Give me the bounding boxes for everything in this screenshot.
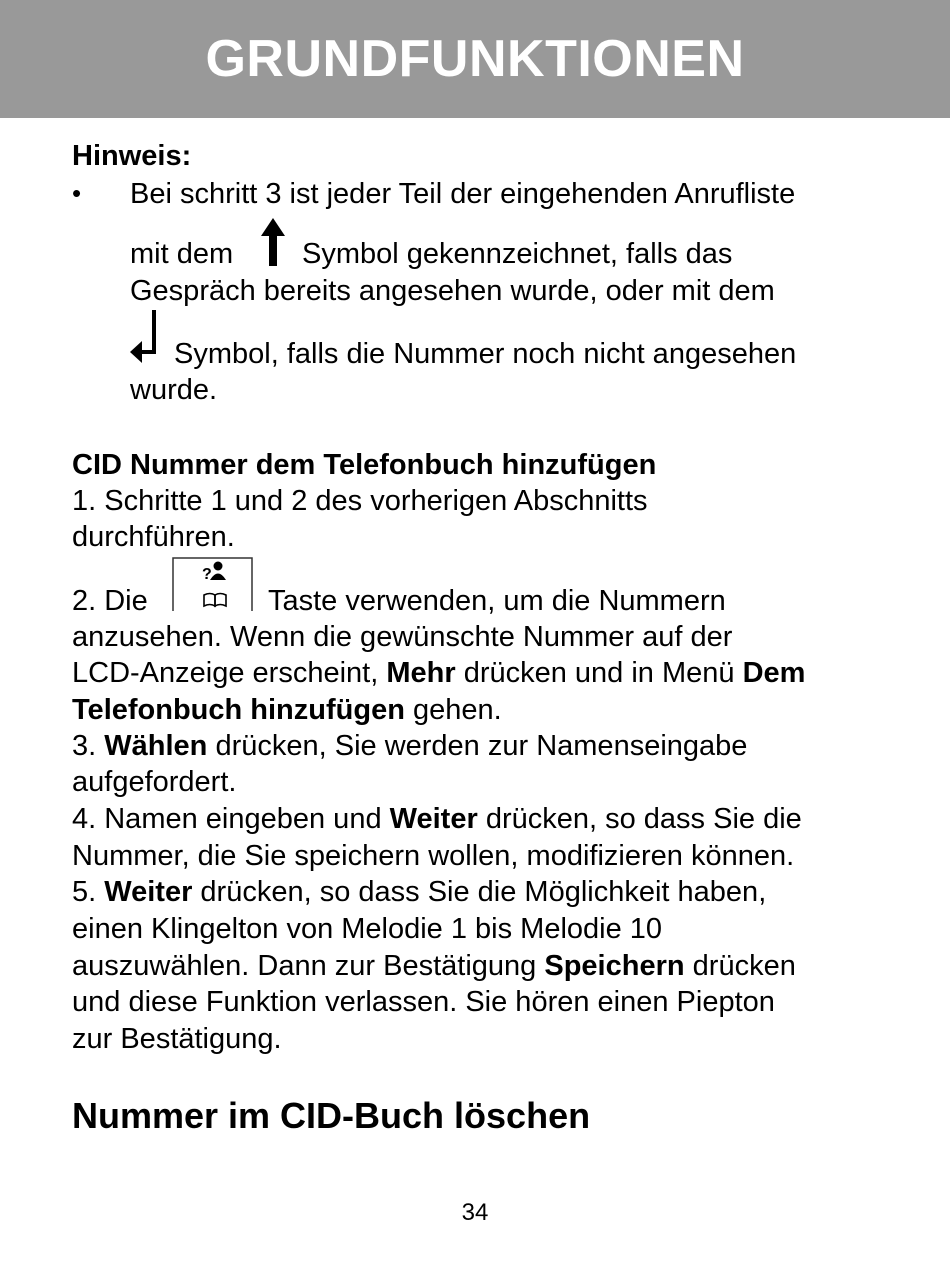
note-line-1: Bei schritt 3 ist jeder Teil der eingehenden Anrufliste <box>130 178 796 210</box>
step-5-line-1: 5. Weiter drücken, so dass Sie die Möglichkeit haben, <box>72 876 767 908</box>
key-glyph: ? <box>202 566 212 583</box>
step-4-line-1: 4. Namen eingeben und Weiter drücken, so dass Sie die <box>72 803 802 835</box>
note-line-3: Gespräch bereits angesehen wurde, oder mit dem <box>130 275 775 307</box>
step-5-line-3: auszuwählen. Dann zur Bestätigung Speichern drücken <box>72 950 796 982</box>
step-5-line-5: zur Bestätigung. <box>72 1023 282 1055</box>
note-line-5: wurde. <box>130 374 218 406</box>
note-line-2b: Symbol gekennzeichnet, falls das <box>302 238 733 270</box>
note-line-2a: mit dem <box>130 238 234 270</box>
step-5-line-4: und diese Funktion verlassen. Sie hören einen Piepton <box>72 986 775 1018</box>
step-2-line-4: Telefonbuch hinzufügen gehen. <box>72 694 502 726</box>
step-2-line-3: LCD-Anzeige erscheint, Mehr drücken und in Menü Dem <box>72 657 806 689</box>
step-2-line-2: anzusehen. Wenn die gewünschte Nummer auf der <box>72 621 733 653</box>
step-5-line-2: einen Klingelton von Melodie 1 bis Melodie 10 <box>72 913 663 945</box>
arrow-up-icon <box>258 216 288 268</box>
note-line-4: Symbol, falls die Nummer noch nicht angesehen <box>174 338 797 370</box>
page-number: 34 <box>461 1199 489 1226</box>
step-4-line-2: Nummer, die Sie speichern wollen, modifizieren können. <box>72 840 795 872</box>
step-3-line-1: 3. Wählen drücken, Sie werden zur Namenseingabe <box>72 730 748 762</box>
step-1-line-2: durchführen. <box>72 521 235 553</box>
phonebook-key-icon <box>168 555 256 613</box>
step-1-line-1: 1. Schritte 1 und 2 des vorherigen Abschnitts <box>72 485 648 517</box>
page-header <box>0 0 950 118</box>
note-title: Hinweis: <box>72 140 192 172</box>
bullet-marker: • <box>72 178 82 208</box>
step-2-prefix: 2. Die <box>72 585 148 617</box>
next-section-heading: Nummer im CID-Buch löschen <box>72 1095 591 1136</box>
step-3-line-2: aufgefordert. <box>72 766 237 798</box>
page-title: GRUNDFUNKTIONEN <box>205 30 745 88</box>
section-title: CID Nummer dem Telefonbuch hinzufügen <box>72 449 657 481</box>
step-2-text: Taste verwenden, um die Nummern <box>268 585 726 617</box>
return-arrow-icon <box>128 308 162 368</box>
